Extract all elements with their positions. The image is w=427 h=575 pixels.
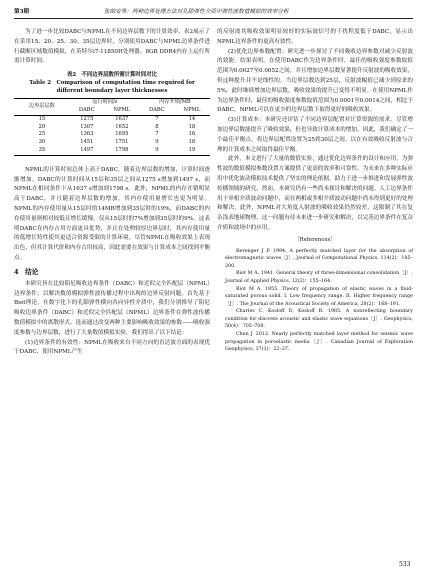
cell: 1307: [80, 123, 94, 130]
sub-header: DABC: [148, 106, 165, 113]
header-rule: [14, 18, 413, 19]
cell: 18: [188, 123, 196, 130]
sub-header: DABC: [78, 106, 95, 113]
reference-item: Charles C, Kosloff D, Kosloff R. 1985. A nonreflecting boundary condition for discrete acoustic and elastic wave equations［J］. Geophysics, 50(4)：705–708.: [225, 309, 413, 330]
reference-item: Berenger J P. 1994. A perfectly matched layer for the absorption of electromagnetic waves［J］. Journal of Computational Physics, 114(2)：185–200.: [225, 248, 413, 269]
cell: 1751: [115, 139, 129, 146]
section-title: 4 结论: [14, 267, 39, 276]
references-heading: ［References］: [294, 236, 336, 243]
cell: 1497: [80, 146, 94, 153]
col-header-ratio: 内存开销/MB: [159, 99, 191, 106]
computation-time-table: [14, 98, 210, 156]
cell: 19: [188, 146, 196, 153]
cell: 9: [155, 146, 159, 153]
cell: 8: [155, 123, 159, 130]
sub-header: NPML: [113, 106, 131, 113]
cell: 30: [38, 139, 46, 146]
paragraph: 此外，本文进行了大量的数值实验，通过优化边界条件的设计和应用，为弹性波的数值模拟参数设置方案提供了更高的效率和可靠性。为未来在多种实际应用中优化波动模拟技术提供了坚实的理论依据，助力于进一步推进和发展弹性波传播领域的研究。然而，本研究仍有一些尚未探讨和解决的问题。人工边界条件用于单相介质波动问题中，而在两相或多相介质波动问题中尚未得到更好的处理和解决。此外，NPML对大角度入射波的吸收效果仍然较差，这限制了其在复杂浅表地球物理。这一问题有待未来进一步研究和解决，以完善边界条件在复杂介质和波场中的应用。: [217, 156, 413, 231]
right-column: [217, 28, 413, 354]
table-row: [14, 124, 210, 132]
cell: 14: [188, 115, 196, 122]
cell: 18: [188, 139, 196, 146]
cell: 20: [38, 123, 46, 130]
cell: 1363: [80, 131, 94, 138]
issue-number: 第3期: [14, 9, 30, 15]
cell: 35: [38, 146, 46, 153]
cell: 7: [155, 115, 159, 122]
reference-item: Biot M A. 1955. Theory of propagation of elastic waves in a fluid-saturated porous solid. I. Low frequency range. II. Higher frequency range［J］. The Journal of the Acoustical Society of America, 28(2)：168–191.: [225, 286, 413, 307]
paragraph: 为了进一步比较DABC与NPML在不同边界层数下的计算效率，表2展示了在采用15、20、25、30、35层边界时，分别使用DABC与NPML边界条件进行截断区域数值模拟，在英特尔i7-11850H处理器、8GB DDR4内存上运行所需计算时间。: [14, 29, 210, 65]
sub-header: NPML: [183, 106, 201, 113]
paragraph: (1)边界条件的有效性：NPML在吸收来自不同方向的直达波方面的表现优于DABC，使用NPML产生: [14, 339, 210, 356]
cell: 1798: [115, 146, 129, 153]
table-row: [14, 115, 210, 123]
cell: 9: [155, 139, 159, 146]
cell: 1637: [115, 115, 129, 122]
paragraph: 的反射波其吸收效果明显较好的实际波信号的干扰程度低于DABC，显示出NPML边界条件的更高有效性。: [217, 29, 413, 45]
left-column: [14, 28, 210, 358]
paragraph: NPML的计算时间总体上高于DABC，随着边界层数的增加，计算时间逐渐增加。DABC的计算时间从15层和35层之间从1275 s增加到1497 s，而NPML在相同条件下从1637 s增加到1798 s。此外，NPML的内存开销明显高于DABC，并且随着边界层数的增加，其内存使用量增长也更为明显。NPML的内存使用量从15层时的14MB增加到35层时的19%，而DABC的内存使用量则相对较低且增长缓慢，仅从15层时的7%增加到35层时的9%。这表明DABC在内存占用方面更具优势，并且在处理较厚边界层时，其内存使用量的低增长特性使其更适合资源受限的计算环境。尽管NPML在吸收效果上表现出色，但其计算代价和内存占用较高，因此需要在效果与计算成本之间找到平衡点。: [14, 166, 210, 261]
cell: 1275: [80, 115, 94, 122]
col-header-time: 运行时间/s: [92, 99, 118, 106]
page-number: 533: [399, 561, 411, 568]
cell: 15: [38, 115, 46, 122]
reference-item: Biot M A. 1941. General theory of three-dimensional consolidation［J］. Journal of Applied Physics, 12(2)：155–164.: [225, 271, 413, 284]
reference-item: Chen J. 2012. Nearly perfectly matched layer method for seismic wave propagation in poroelastic media［J］. Canadian Journal of Exploration Geophysics, 37(1)：22–27.: [225, 332, 413, 353]
cell: 7: [155, 131, 159, 138]
cell: 25: [38, 131, 46, 138]
cell: 1695: [115, 131, 129, 138]
col-header-layers: 边界层层数: [14, 99, 70, 116]
paragraph: (2)优化边界参数配置：研究进一步探讨了不同吸收边界参数对减少反射波的效能。结果表明，在使用DABC作为边界条件时，最佳的吸收强度参数取值范围为0.0027至0.0052之间，并且增加边界层数显著提升反射波的吸收效果，但这种提升并不是线性的。当边界层数达到25层，反射波幅值已减少到原来的5%，此时继续增加边界层数，吸收效果的提升已变得不明显。在使用NPML作为边界条件时，最佳的吸收强度参数取值范围为0.0001至0.0014之间，相比于DABC，NPML可以在更少的边界层数下取得更好的吸收效果。: [217, 48, 413, 114]
paragraph: 本研究旨在比较阻尼吸收边界条件（DABC）和近似完全匹配层（NPML）边界条件，以解决数值模拟弹性波传播过程中出现的边界反射问题。首先基于Biot理论，在数字化下的孔隙弹性横向各向异性介质中，我们分别推导了阻尼吸收边界条件（DABC）和近似完全匹配层（NPML）边界条件在弹性波传播数值模拟中的离散形式。选而通过改变两种主要影响吸收效果的参数——吸收强度参数与边界层数，进行了大量数值模拟实验，我们得出了以下结论：: [14, 280, 210, 336]
table-row: [14, 139, 210, 147]
table-row: [14, 131, 210, 139]
running-title: 张劼安等：两种边界处理方法对孔隙弹性介质中弹性波数值模拟的效率分析: [104, 9, 289, 15]
table-caption-en-1: Table 2 Comparison of computation time required for: [29, 80, 195, 87]
paragraph: (3)计算成本：本研究还评估了不同边界层配置对计算资源的需求。尽管增加边界层数能提升了吸收效果，但也导致计算成本的增加。因此，我们确定了一个最佳平衡点，将边界层配置设置为25到30层之间，以在有效吸收反射波与合理的计算成本之间取得最佳平衡。: [217, 117, 413, 153]
running-header: [14, 7, 413, 17]
cell: 1451: [80, 139, 94, 146]
cell: 1652: [115, 123, 129, 130]
table-row: [14, 147, 210, 155]
cell: 16: [188, 131, 196, 138]
table-caption-cn: 表2 不同边界层数所需计算时间对比: [66, 72, 157, 79]
table-caption-en-2: different boundary layer thicknesses: [56, 88, 168, 95]
